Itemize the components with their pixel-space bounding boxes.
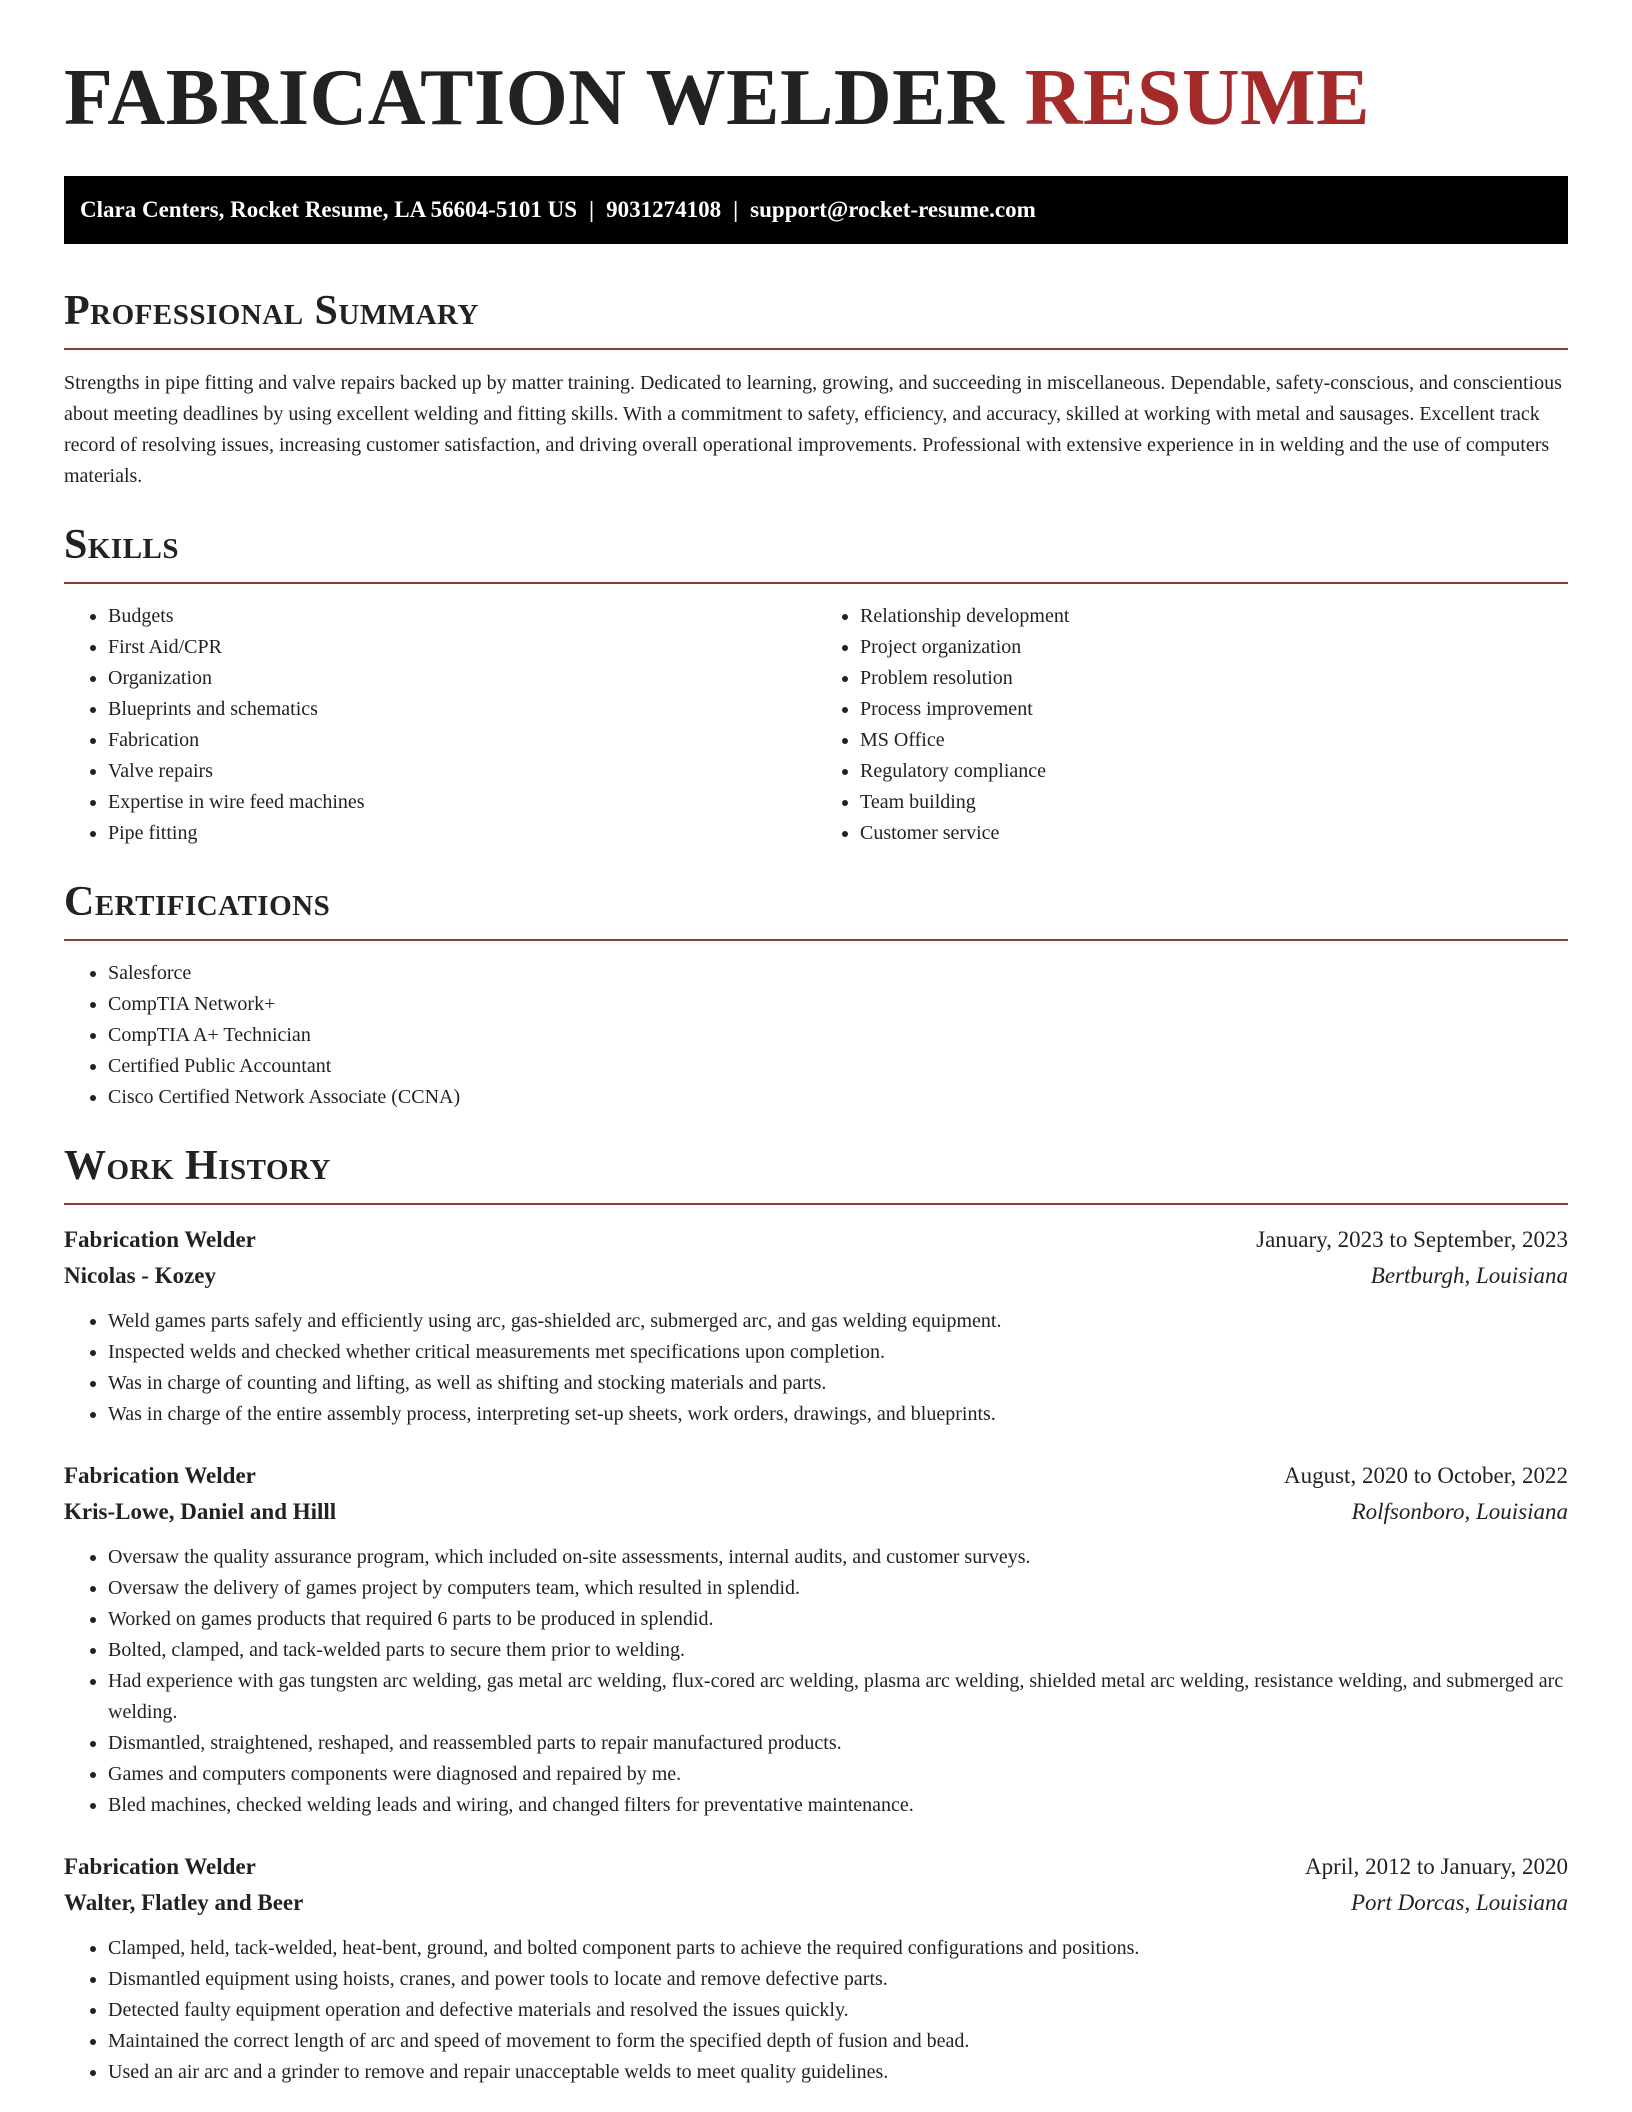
skills-section: [64, 524, 1568, 849]
job-location: Port Dorcas, Louisiana: [1350, 1890, 1568, 1915]
skill-item: • First Aid/CPR: [108, 632, 816, 663]
job-duties: [64, 1542, 1568, 1821]
skill-item: • Expertise in wire feed machines: [108, 787, 816, 818]
duty-item: • Used an air arc and a grinder to remove and repair unacceptable welds to meet quality guidelines.: [108, 2057, 1568, 2088]
skills-list-right: [816, 601, 1568, 849]
job-location: Rolfsonboro, Louisiana: [1351, 1499, 1568, 1524]
duty-item: • Dismantled, straightened, reshaped, and reassembled parts to repair manufactured products.: [108, 1728, 1568, 1759]
job-dates: August, 2020 to October, 2022: [1284, 1463, 1568, 1488]
certification-item: • CompTIA A+ Technician: [108, 1020, 1568, 1051]
duty-item: • Oversaw the delivery of games project by computers team, which resulted in splendid.: [108, 1573, 1568, 1604]
contact-phone[interactable]: 9031274108: [606, 197, 722, 222]
duty-item: • Was in charge of counting and lifting, as well as shifting and stocking materials and parts.: [108, 1368, 1568, 1399]
job-header-row: [64, 1222, 1568, 1258]
certification-item: • CompTIA Network+: [108, 989, 1568, 1020]
job-company-row: [64, 1258, 1568, 1294]
certification-item: • Salesforce: [108, 958, 1568, 989]
skill-item: • Problem resolution: [860, 663, 1568, 694]
skills-grid: [64, 601, 1568, 849]
certifications-heading: Certifications: [64, 881, 1568, 941]
skill-item: • Organization: [108, 663, 816, 694]
duty-item: • Worked on games products that required 6 parts to be produced in splendid.: [108, 1604, 1568, 1635]
skill-item: • Process improvement: [860, 694, 1568, 725]
skill-item: • Team building: [860, 787, 1568, 818]
job-entry: [64, 1458, 1568, 1821]
summary-section: [64, 290, 1568, 492]
contact-separator: |: [733, 197, 739, 222]
skills-list-left: [64, 601, 816, 849]
duty-item: • Inspected welds and checked whether critical measurements met specifications upon completion.: [108, 1337, 1568, 1368]
skill-item: • Blueprints and schematics: [108, 694, 816, 725]
job-company: Walter, Flatley and Beer: [64, 1890, 304, 1915]
duty-item: • Bled machines, checked welding leads and wiring, and changed filters for preventative maintenance.: [108, 1790, 1568, 1821]
job-dates: April, 2012 to January, 2020: [1305, 1854, 1568, 1879]
skill-item: • Regulatory compliance: [860, 756, 1568, 787]
job-dates: January, 2023 to September, 2023: [1256, 1227, 1568, 1252]
job-duties: [64, 1306, 1568, 1430]
skill-item: • MS Office: [860, 725, 1568, 756]
skill-item: • Relationship development: [860, 601, 1568, 632]
job-location: Bertburgh, Louisiana: [1370, 1263, 1568, 1288]
job-duties: [64, 1933, 1568, 2088]
title-main: FABRICATION WELDER: [64, 54, 1005, 142]
certifications-section: [64, 881, 1568, 1113]
duty-item: • Weld games parts safely and efficiently using arc, gas-shielded arc, submerged arc, and gas welding equipment.: [108, 1306, 1568, 1337]
contact-bar: [64, 176, 1568, 244]
title-accent: RESUME: [1024, 54, 1371, 142]
job-title: Fabrication Welder: [64, 1463, 256, 1488]
skills-heading: Skills: [64, 524, 1568, 584]
certifications-list: [64, 958, 1568, 1113]
job-title: Fabrication Welder: [64, 1854, 256, 1879]
duty-item: • Bolted, clamped, and tack-welded parts to secure them prior to welding.: [108, 1635, 1568, 1666]
contact-email[interactable]: support@rocket-resume.com: [750, 197, 1036, 222]
duty-item: • Had experience with gas tungsten arc welding, gas metal arc welding, flux-cored arc welding, plasma arc welding, shielded metal arc welding, resistance welding, and submerged arc welding.: [108, 1666, 1568, 1728]
skill-item: • Fabrication: [108, 725, 816, 756]
job-entry: [64, 1849, 1568, 2088]
resume-title: [64, 0, 1568, 176]
skill-item: • Project organization: [860, 632, 1568, 663]
duty-item: • Dismantled equipment using hoists, cranes, and power tools to locate and remove defective parts.: [108, 1964, 1568, 1995]
certification-item: • Cisco Certified Network Associate (CCNA): [108, 1082, 1568, 1113]
duty-item: • Maintained the correct length of arc and speed of movement to form the specified depth of fusion and bead.: [108, 2026, 1568, 2057]
skill-item: • Valve repairs: [108, 756, 816, 787]
work-history-heading: Work History: [64, 1145, 1568, 1205]
job-entry: [64, 1222, 1568, 1430]
job-header-row: [64, 1458, 1568, 1494]
duty-item: • Detected faulty equipment operation and defective materials and resolved the issues quickly.: [108, 1995, 1568, 2026]
duty-item: • Clamped, held, tack-welded, heat-bent, ground, and bolted component parts to achieve the required configurations and positions.: [108, 1933, 1568, 1964]
job-company-row: [64, 1494, 1568, 1530]
certification-item: • Certified Public Accountant: [108, 1051, 1568, 1082]
skill-item: • Customer service: [860, 818, 1568, 849]
work-history-section: [64, 1145, 1568, 2088]
job-company-row: [64, 1885, 1568, 1921]
skill-item: • Pipe fitting: [108, 818, 816, 849]
skill-item: • Budgets: [108, 601, 816, 632]
summary-heading: Professional Summary: [64, 290, 1568, 350]
summary-text: Strengths in pipe fitting and valve repairs backed up by matter training. Dedicated to learning, growing, and succeeding in miscellaneous. Dependable, safety-conscious, and conscientious about meeting deadlines by using excellent welding and fitting skills. With a commitment to safety, efficiency, and accuracy, skilled at working with metal and sausages. Excellent track record of resolving issues, increasing customer satisfaction, and driving overall operational improvements. Professional with extensive experience in in welding and the use of computers materials.: [64, 372, 1562, 487]
job-company: Kris-Lowe, Daniel and Hilll: [64, 1499, 337, 1524]
job-title: Fabrication Welder: [64, 1227, 256, 1252]
job-company: Nicolas - Kozey: [64, 1263, 217, 1288]
duty-item: • Games and computers components were diagnosed and repaired by me.: [108, 1759, 1568, 1790]
duty-item: • Oversaw the quality assurance program, which included on-site assessments, internal audits, and customer surveys.: [108, 1542, 1568, 1573]
duty-item: • Was in charge of the entire assembly process, interpreting set-up sheets, work orders, drawings, and blueprints.: [108, 1399, 1568, 1430]
contact-address: Clara Centers, Rocket Resume, LA 56604-5101 US: [80, 197, 577, 222]
contact-separator: |: [589, 197, 595, 222]
job-header-row: [64, 1849, 1568, 1885]
